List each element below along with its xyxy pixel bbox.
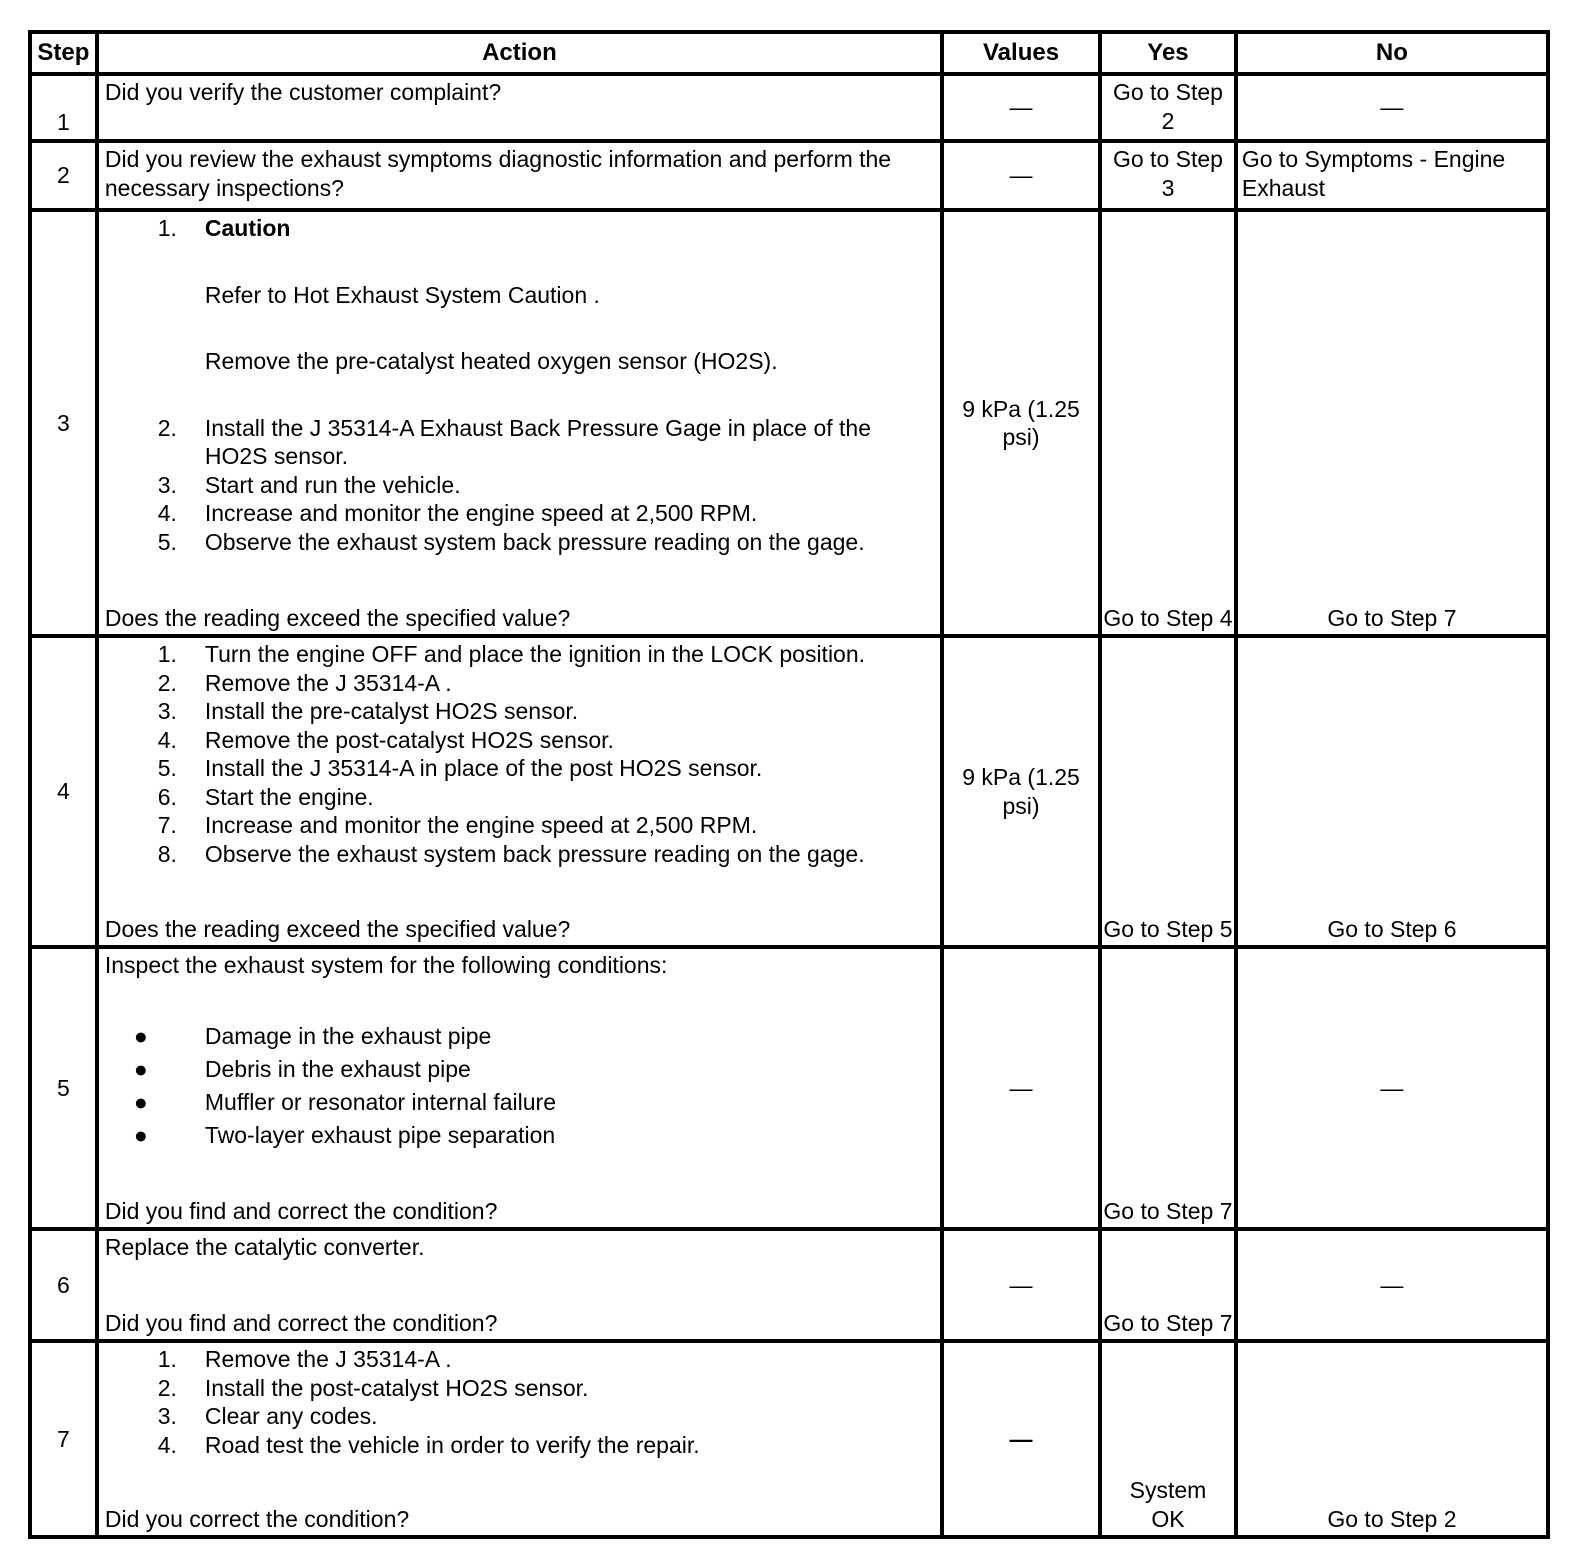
list-item: ● Damage in the exhaust pipe <box>133 1022 492 1049</box>
list-item: 5. Observe the exhaust system back pressure reading on the gage. <box>157 528 865 555</box>
list-item: 4. Increase and monitor the engine speed at 2,500 RPM. <box>157 500 758 526</box>
caution-action: Remove the pre-catalyst heated oxygen sensor (HO2S). <box>204 348 778 374</box>
table-row <box>30 210 1548 636</box>
list-item <box>105 347 934 376</box>
list-item: 2. Install the post-catalyst HO2S sensor. <box>157 1374 589 1401</box>
table-row <box>30 141 1548 210</box>
step-number: 5 <box>30 947 97 1229</box>
values-cell: — <box>942 1229 1100 1341</box>
caution-title: Caution <box>204 215 291 241</box>
header-row <box>30 32 1548 74</box>
list-item: ● Debris in the exhaust pipe <box>133 1055 471 1082</box>
condition-list <box>105 1020 934 1152</box>
procedure-list <box>105 214 934 556</box>
list-item: 2. Remove the J 35314-A . <box>157 669 452 696</box>
table-row <box>30 74 1548 141</box>
question-text: Does the reading exceed the specified value? <box>104 915 571 942</box>
no-cell: — <box>1236 74 1548 141</box>
no-cell: Go to Step 2 <box>1236 1341 1548 1537</box>
list-item: 1. Remove the J 35314-A . <box>157 1346 452 1372</box>
list-item: 2. Install the J 35314-A Exhaust Back Pressure Gage in place of the HO2S sensor. <box>157 414 871 469</box>
values-cell: — <box>942 947 1100 1229</box>
step-number: 1 <box>30 74 97 141</box>
yes-cell: Go to Step 3 <box>1100 141 1236 210</box>
no-cell: Go to Step 7 <box>1236 210 1548 636</box>
procedure-list <box>105 1345 934 1459</box>
values-cell: — <box>942 1341 1100 1537</box>
list-item: ● Two-layer exhaust pipe separation <box>133 1121 556 1148</box>
list-item <box>105 281 934 310</box>
list-item: 5. Install the J 35314-A in place of the post HO2S sensor. <box>157 755 763 781</box>
action-cell <box>97 636 942 947</box>
question-text: Did you find and correct the condition? <box>104 1309 498 1336</box>
header-step: Step <box>30 32 97 74</box>
list-item: 3. Clear any codes. <box>157 1403 378 1429</box>
action-cell <box>97 141 942 210</box>
table-row <box>30 636 1548 947</box>
action-cell <box>97 210 942 636</box>
no-cell: — <box>1236 947 1548 1229</box>
question-text: Did you verify the customer complaint? <box>104 79 502 105</box>
values-cell: 9 kPa (1.25 psi) <box>942 210 1100 636</box>
question-text: Did you correct the condition? <box>104 1505 410 1532</box>
table-row <box>30 1229 1548 1341</box>
list-item: 3. Start and run the vehicle. <box>157 471 461 498</box>
values-cell: — <box>942 141 1100 210</box>
table-row <box>30 947 1548 1229</box>
table-row <box>30 1341 1548 1537</box>
values-cell: 9 kPa (1.25 psi) <box>942 636 1100 947</box>
intro-text: Inspect the exhaust system for the following conditions: <box>104 952 668 978</box>
list-item: 3. Install the pre-catalyst HO2S sensor. <box>157 698 579 724</box>
yes-cell: System OK <box>1100 1341 1236 1537</box>
intro-text: Replace the catalytic converter. <box>104 1234 425 1260</box>
diagnostic-table <box>28 30 1550 1539</box>
step-number: 2 <box>30 141 97 210</box>
list-item: 7. Increase and monitor the engine speed at 2,500 RPM. <box>157 812 758 838</box>
action-cell <box>97 1229 942 1341</box>
header-yes: Yes <box>1100 32 1236 74</box>
yes-cell: Go to Step 7 <box>1100 1229 1236 1341</box>
action-cell <box>97 1341 942 1537</box>
header-no: No <box>1236 32 1548 74</box>
yes-cell: Go to Step 2 <box>1100 74 1236 141</box>
step-number: 7 <box>30 1341 97 1537</box>
caution-ref: Refer to Hot Exhaust System Caution . <box>204 281 600 308</box>
list-item: ● Muffler or resonator internal failure <box>133 1088 557 1115</box>
question-text: Did you review the exhaust symptoms diagnostic information and perform the necessary inspections? <box>104 146 892 201</box>
values-cell: — <box>942 74 1100 141</box>
list-item: 1. Turn the engine OFF and place the ignition in the LOCK position. <box>157 641 866 667</box>
yes-cell: Go to Step 4 <box>1100 210 1236 636</box>
list-item: 6. Start the engine. <box>157 783 374 810</box>
list-item: 4. Road test the vehicle in order to verify the repair. <box>157 1431 700 1458</box>
action-cell <box>97 74 942 141</box>
no-cell: Go to Symptoms - Engine Exhaust <box>1236 141 1548 210</box>
question-text: Did you find and correct the condition? <box>104 1197 498 1224</box>
header-action: Action <box>97 32 942 74</box>
list-item: 8. Observe the exhaust system back pressure reading on the gage. <box>157 840 865 867</box>
yes-cell: Go to Step 7 <box>1100 947 1236 1229</box>
action-cell <box>97 947 942 1229</box>
step-number: 3 <box>30 210 97 636</box>
yes-cell: Go to Step 5 <box>1100 636 1236 947</box>
header-values: Values <box>942 32 1100 74</box>
list-item: 1. Caution <box>105 214 934 243</box>
question-text: Does the reading exceed the specified value? <box>104 604 571 631</box>
no-cell: — <box>1236 1229 1548 1341</box>
list-item: 4. Remove the post-catalyst HO2S sensor. <box>157 726 614 753</box>
step-number: 4 <box>30 636 97 947</box>
step-number: 6 <box>30 1229 97 1341</box>
procedure-list <box>105 640 934 868</box>
no-cell: Go to Step 6 <box>1236 636 1548 947</box>
